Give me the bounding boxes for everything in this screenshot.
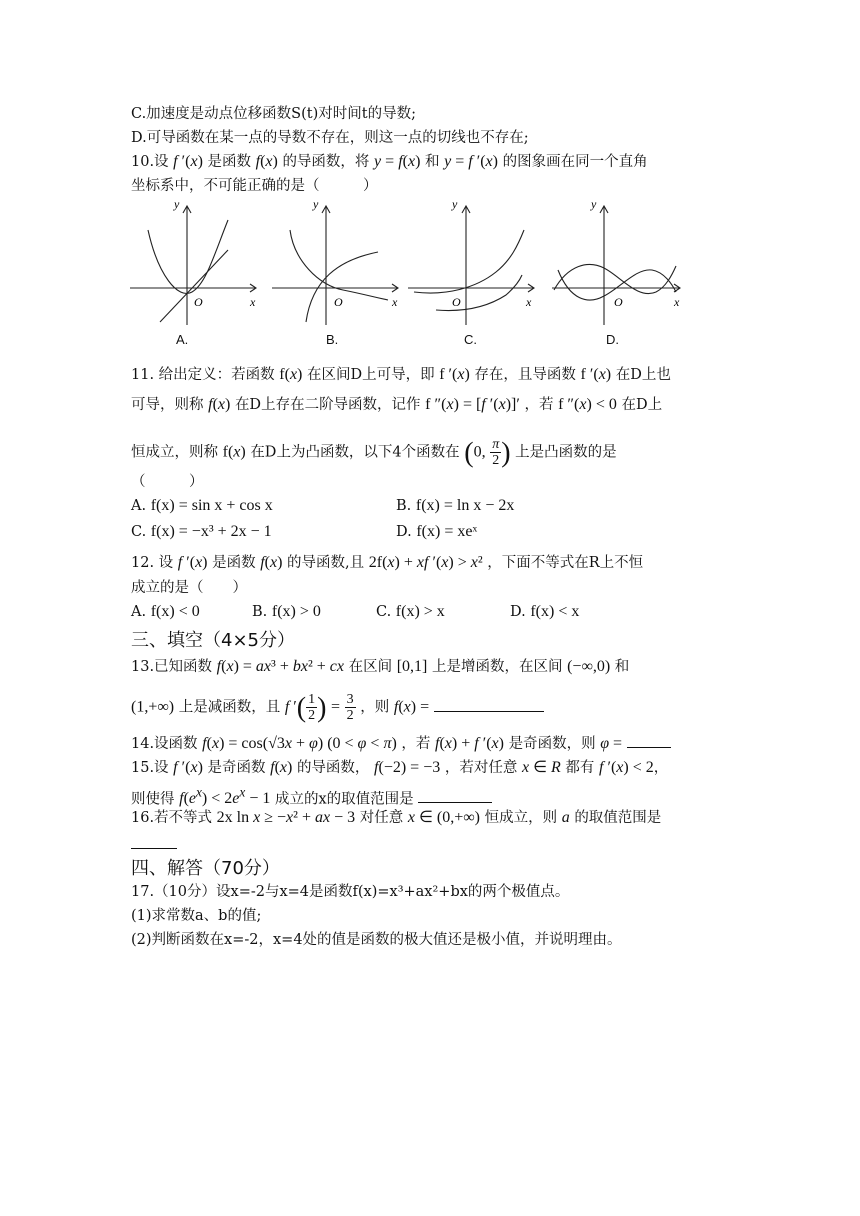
q11-option-c: C. f(x) = −x³ + 2x − 1	[131, 523, 272, 540]
graph-a	[128, 200, 268, 330]
question-17-part-2: (2)判断函数在x=-2，x=4处的值是函数的极大值还是极小值，并说明理由。	[131, 932, 622, 948]
graph-d-label: D.	[606, 332, 619, 347]
question-12-line-2: 成立的是（ ）	[131, 580, 247, 596]
q12-option-c: C. f(x) > x	[376, 603, 445, 620]
svg-text:x: x	[526, 295, 532, 309]
svg-text:O: O	[334, 295, 343, 309]
question-14: 14.设函数 f(x) = cos(√3x + φ) (0 < φ < π) ，若 f(x) + f ′(x) 是奇函数，则 φ =	[131, 733, 671, 754]
question-13-line-2: (1,+∞) 上是减函数，且 f ′( $\frac{1}{2}$ ) = $\frac{3}{2}$ ，则 f(x) =	[131, 692, 544, 723]
question-15-line-1: 15.设 f ′(x) 是奇函数 f(x) 的导函数， f(−2) = −3 ，若对任意 x ∈ R 都有 f ′(x) < 2，	[131, 759, 669, 776]
svg-text:x: x	[674, 295, 680, 309]
svg-text:x: x	[392, 295, 398, 309]
q11-option-b: B. f(x) = ln x − 2x	[396, 497, 515, 514]
statement-c: C.加速度是动点位移函数S(t)对时间t的导数;	[131, 106, 416, 122]
svg-text:O: O	[194, 295, 203, 309]
graph-c	[406, 200, 546, 330]
question-17-part-1: (1)求常数a、b的值;	[131, 908, 262, 924]
question-11-line-4: （ ）	[131, 474, 204, 490]
svg-text:O: O	[614, 295, 623, 309]
graph-b-label: B.	[326, 332, 339, 347]
graph-b	[268, 200, 408, 330]
q11-option-d: D. f(x) = xeˣ	[396, 523, 478, 540]
section-4-heading: 四、解答（70分）	[131, 858, 280, 879]
question-15-line-2: 则使得 $f(e^x) < 2e^x - 1$ 成立的x的取值范围是	[131, 783, 492, 809]
graph-d	[548, 200, 688, 330]
svg-text:y: y	[591, 200, 597, 211]
question-16: 16.若不等式 2x ln x ≥ −x² + ax − 3 对任意 x ∈ (0,+∞) 恒成立，则 a 的取值范围是	[131, 809, 662, 826]
q13-answer-blank	[434, 697, 544, 712]
statement-d: D.可导函数在某一点的导数不存在，则这一点的切线也不存在;	[131, 130, 529, 146]
section-3-heading: 三、填空（4×5分）	[131, 630, 295, 651]
q12-option-b: B. f(x) > 0	[252, 603, 321, 620]
q12-option-d: D. f(x) < x	[510, 603, 580, 620]
q15-answer-blank	[418, 788, 492, 803]
graph-a-label: A.	[176, 332, 189, 347]
question-17: 17.（10分）设x=-2与x=4是函数f(x)=x³+ax²+bx的两个极值点。	[131, 884, 570, 900]
question-11-line-2: 可导，则称 f(x) 在D上存在二阶导函数，记作 f ″(x) = [f ′(x)]′ ，若 f ″(x) < 0 在D上	[131, 396, 663, 413]
question-10-line-2: 坐标系中，不可能正确的是（ ）	[131, 178, 378, 194]
graph-c-label: C.	[464, 332, 477, 347]
svg-text:y: y	[313, 200, 319, 211]
question-11-line-1: 11. 给出定义：若函数 f(x) 在区间D上可导，即 f ′(x) 存在，且导函数 f ′(x) 在D上也	[131, 366, 671, 383]
axis-y-label: y	[174, 200, 180, 211]
svg-text:O: O	[452, 295, 461, 309]
q11-option-a: A. f(x) = sin x + cos x	[131, 497, 273, 514]
question-13-line-1: 13.已知函数 f(x) = ax³ + bx² + cx 在区间 [0,1] 上是增函数，在区间 (−∞,0) 和	[131, 658, 630, 675]
q12-option-a: A. f(x) < 0	[131, 603, 200, 620]
question-11-line-3: 恒成立，则称 f(x) 在D上为凸函数，以下4个函数在 (0, $\frac{\pi}{2}$ ) 上是凸函数的是	[131, 437, 617, 469]
svg-text:x: x	[250, 295, 256, 309]
q16-answer-blank	[131, 834, 177, 849]
question-12-line-1: 12. 设 f ′(x) 是函数 f(x) 的导函数,且 2f(x) + xf ′(x) > x² ，下面不等式在R上不恒	[131, 554, 644, 571]
question-10-line-1: 10.设 f ′(x) 是函数 f(x) 的导函数，将 y = f(x) 和 y = f ′(x) 的图象画在同一个直角	[131, 153, 648, 170]
q14-answer-blank	[627, 733, 671, 748]
svg-text:y: y	[452, 200, 458, 211]
